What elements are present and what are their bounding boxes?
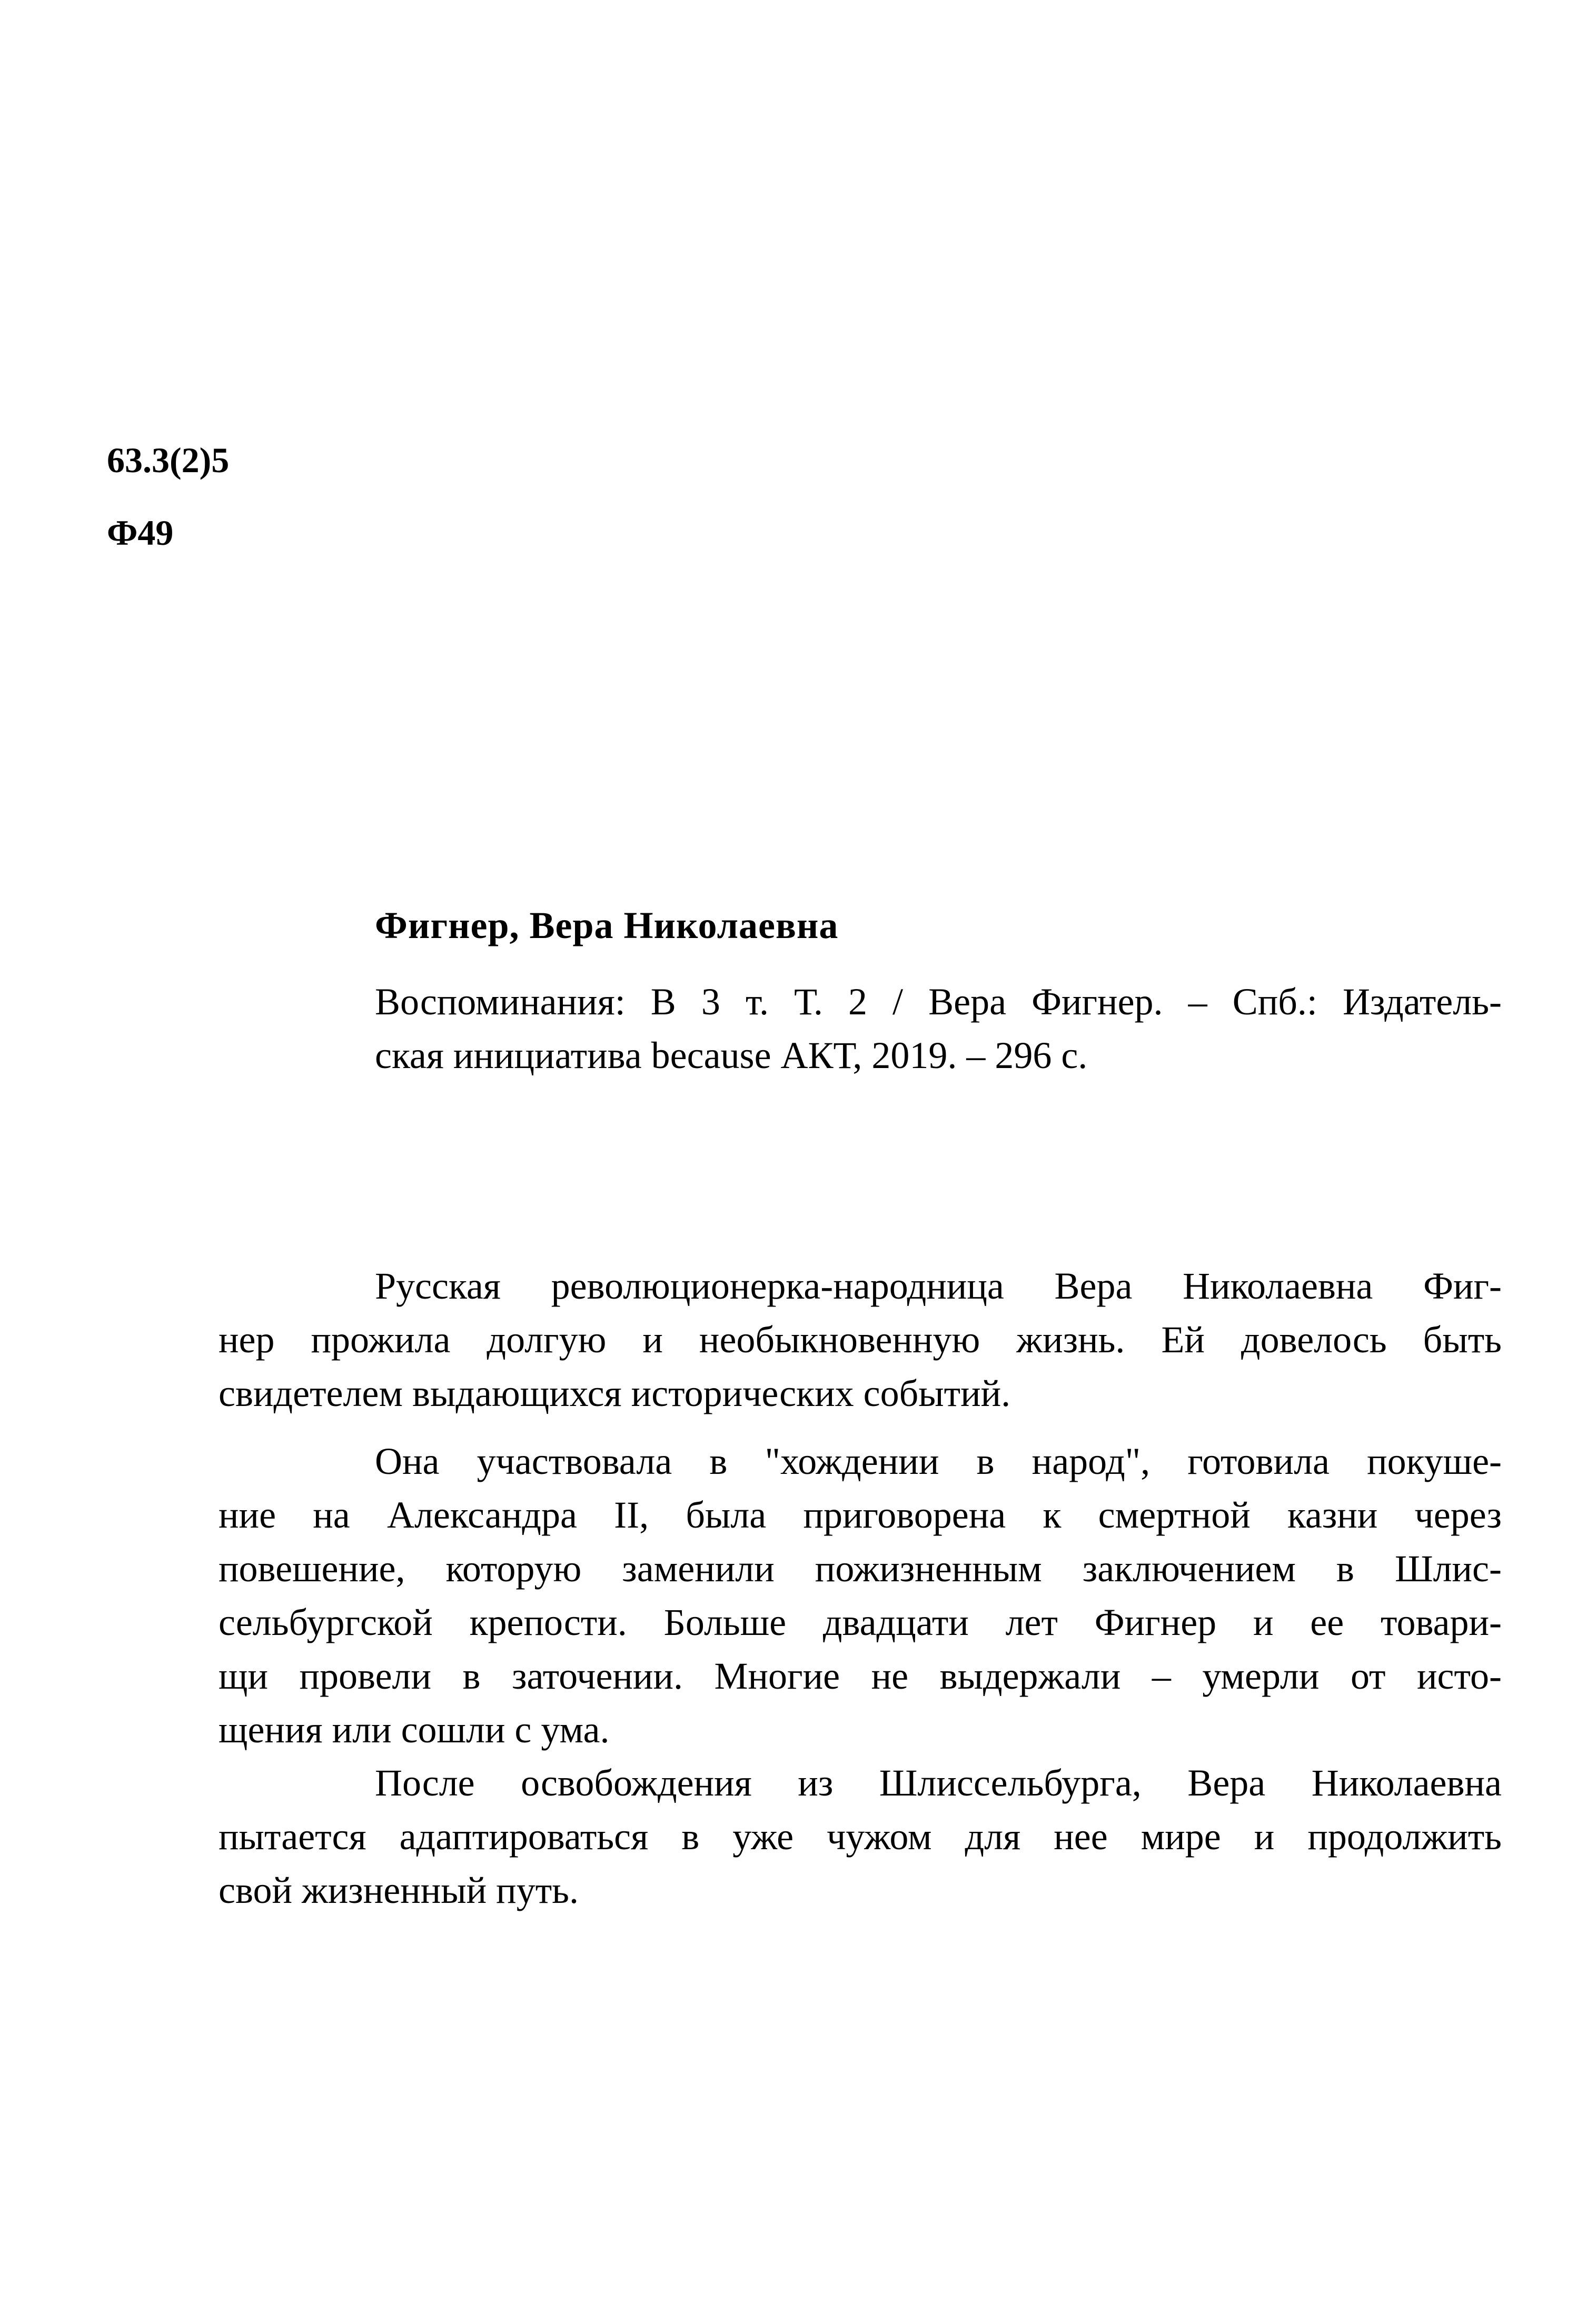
annotation-line: повешение, которую заменили пожизненным заключением в Шлис- <box>219 1548 1502 1590</box>
author-heading: Фигнер, Вера Николаевна <box>375 904 839 946</box>
annotation-line: нер прожила долгую и необыкновенную жизнь. Ей довелось быть <box>219 1319 1502 1361</box>
annotation-line: свидетелем выдающихся исторических событий. <box>219 1372 1011 1414</box>
bibliographic-citation <box>375 975 1502 1082</box>
annotation-line: Русская революционерка-народница Вера Николаевна Фиг- <box>375 1265 1502 1307</box>
annotation-line: щи провели в заточении. Многие не выдержали – умерли от исто- <box>219 1655 1502 1697</box>
annotation-paragraph <box>219 1434 1502 1757</box>
annotation-line: пытается адаптироваться в уже чужом для нее мире и продолжить <box>219 1816 1502 1858</box>
annotation-line: сельбургской крепости. Больше двадцати лет Фигнер и ее товари- <box>219 1601 1502 1643</box>
citation-line: ская инициатива because АКТ, 2019. – 296 с. <box>375 1034 1088 1076</box>
annotation-line: свой жизненный путь. <box>219 1869 579 1911</box>
bbk-classification-index: 63.3(2)5 <box>107 440 230 480</box>
annotation-line: Она участвовала в "хождении в народ", готовила покуше- <box>375 1440 1502 1482</box>
annotation-paragraph <box>219 1756 1502 1917</box>
annotation-line: ние на Александра II, была приговорена к смертной казни через <box>219 1494 1502 1536</box>
annotation-line: щения или сошли с ума. <box>219 1709 610 1751</box>
annotation-line: После освобождения из Шлиссельбурга, Вера Николаевна <box>375 1762 1502 1804</box>
citation-line: Воспоминания: В 3 т. Т. 2 / Вера Фигнер. – Спб.: Издатель- <box>375 981 1502 1023</box>
annotation-paragraph <box>219 1259 1502 1420</box>
author-sign: Ф49 <box>107 513 174 553</box>
